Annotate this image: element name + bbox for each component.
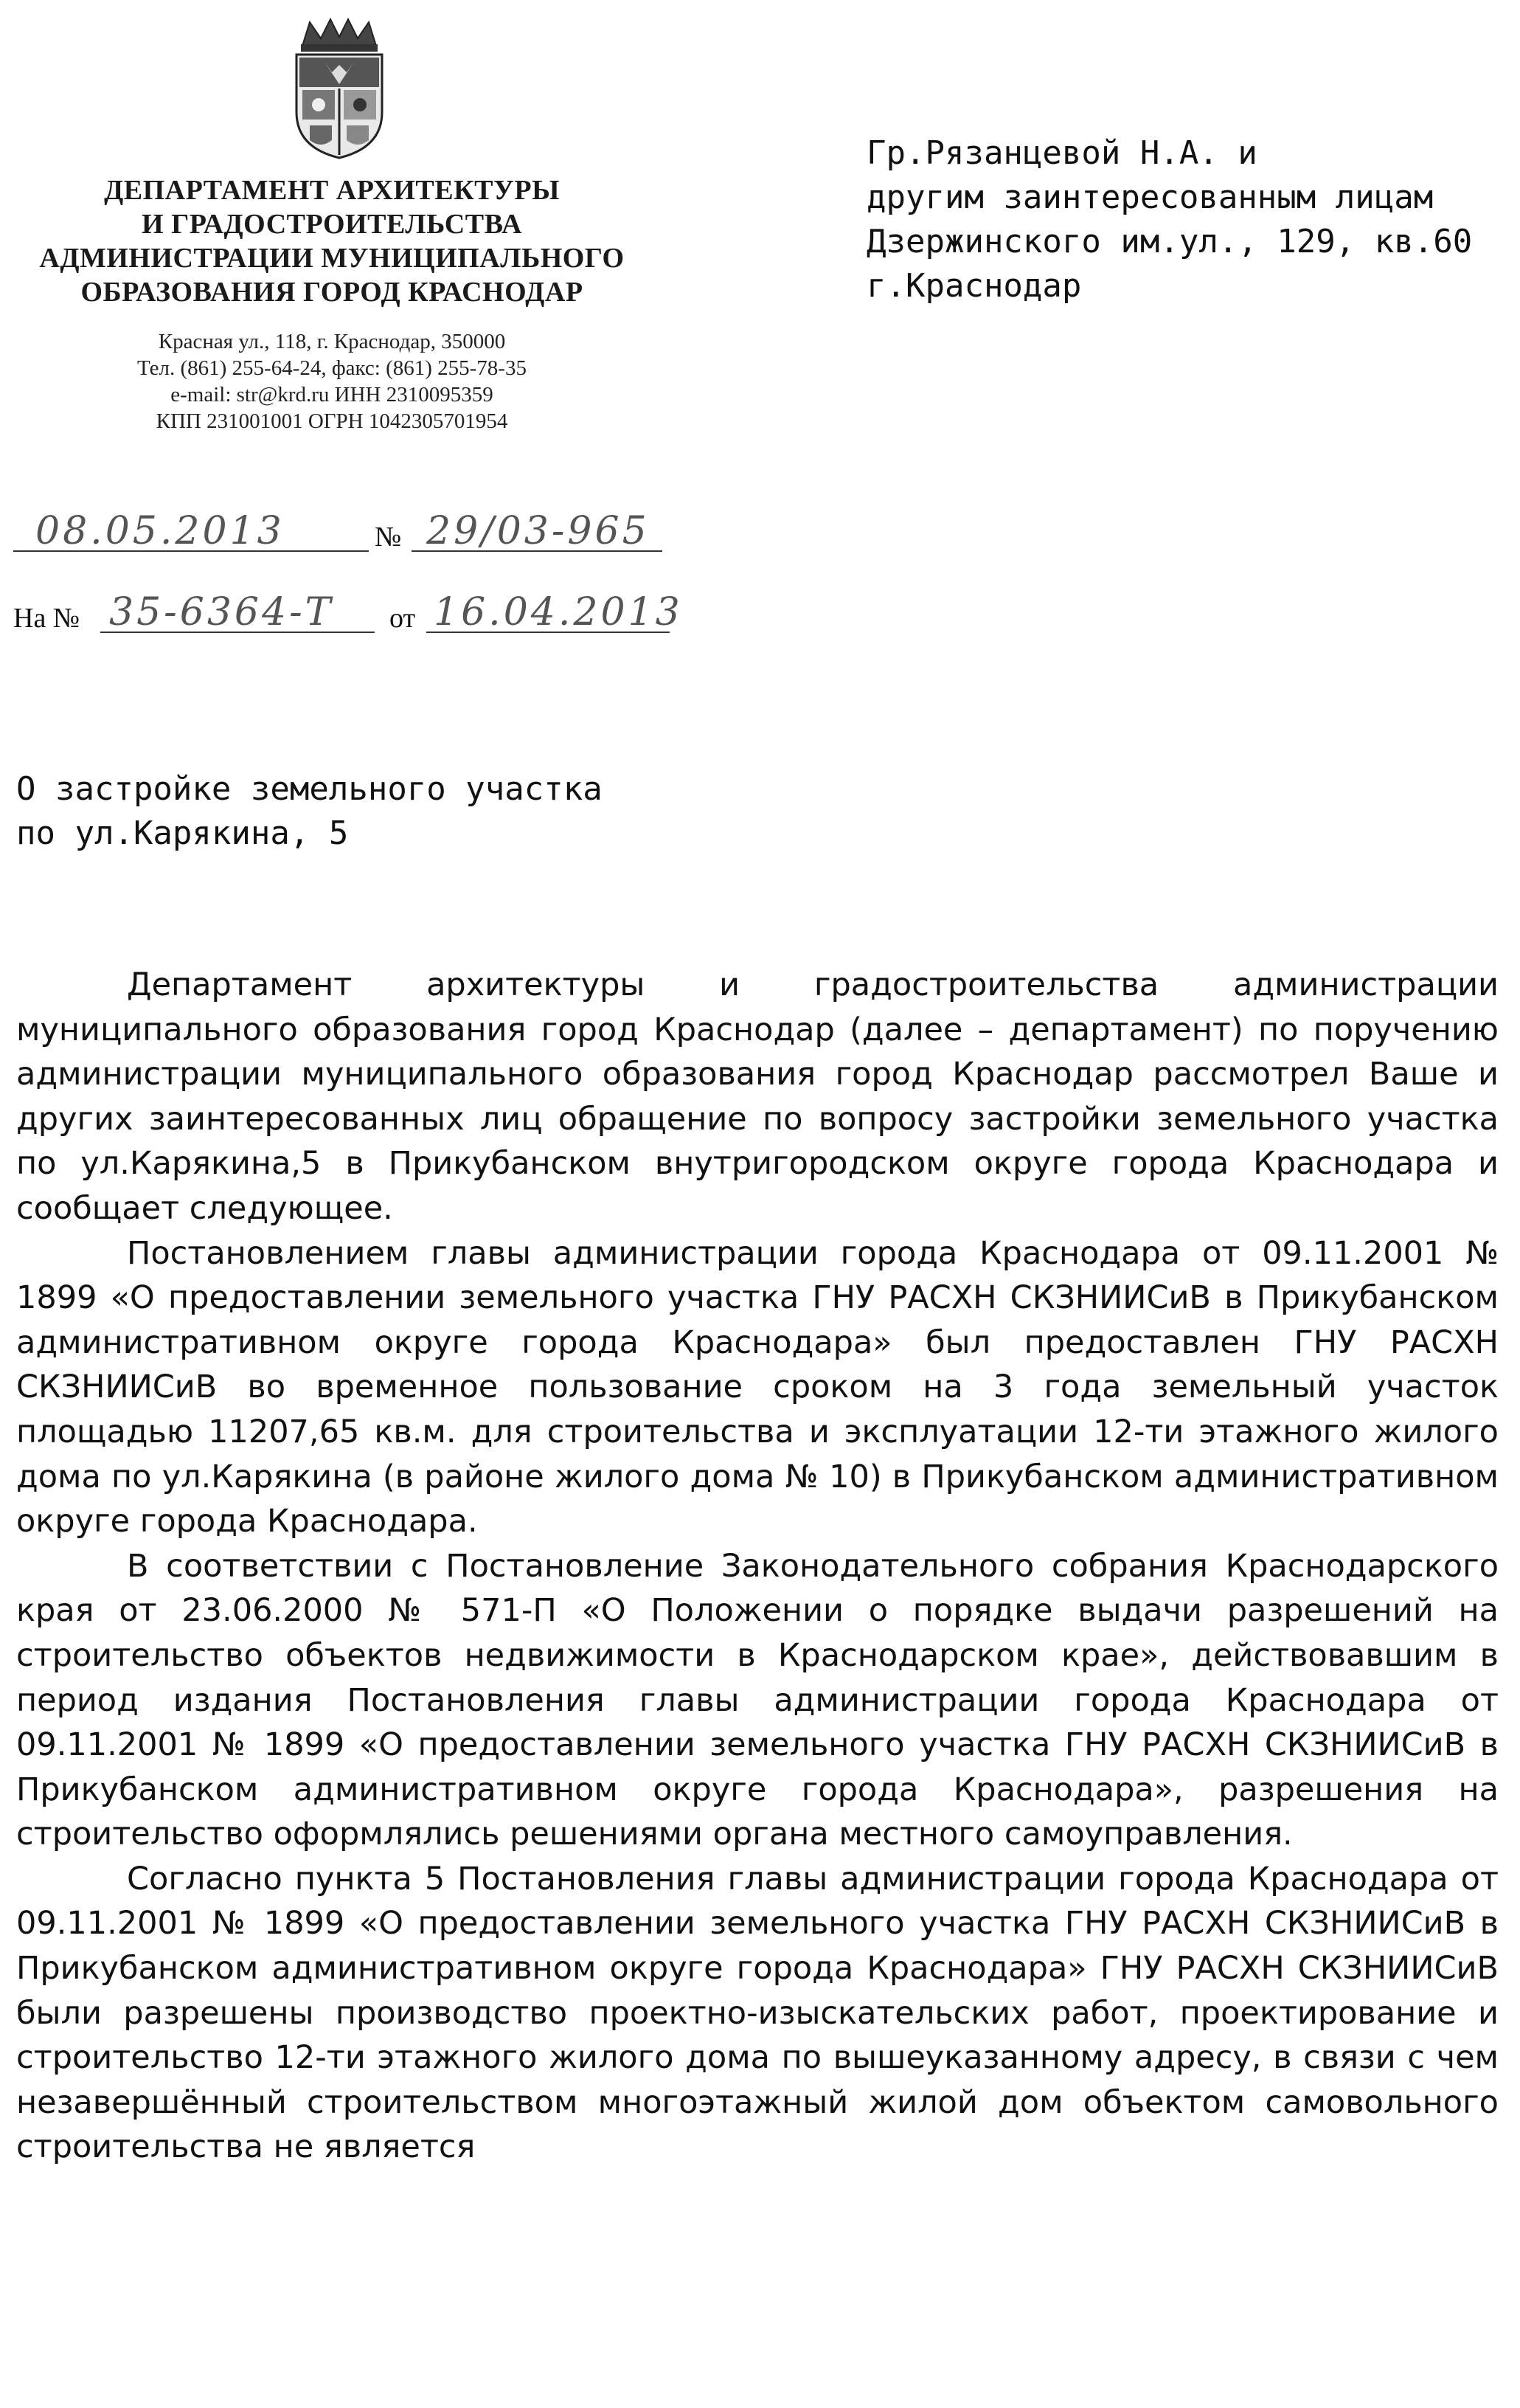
- outgoing-date: 08.05.2013: [35, 509, 285, 553]
- body-paragraph-3: В соответствии с Постановление Законодательного собрания Краснодарского края от 23.06.2000 № 571-П «О Положении о порядке выдачи разрешений на строительство объектов недвижимости в Краснодарском крае», действовавшим в период издания Постановления главы администрации города Краснодара от 09.11.2001 № 1899 «О предоставлении земельного участка ГНУ РАСХН СКЗНИИСиВ в Прикубанском административном округе города Краснодара», разрешения на строительство оформлялись решениями органа местного самоуправления.: [16, 1547, 1499, 1853]
- coat-of-arms-icon: [280, 16, 398, 160]
- addressee-line-3: Дзержинского им.ул., 129, кв.60: [867, 223, 1473, 260]
- addressee-line-4: г.Краснодар: [867, 267, 1082, 305]
- addressee-block: [867, 131, 1501, 308]
- ref-number-label: На №: [13, 603, 80, 634]
- number-label: №: [375, 522, 402, 553]
- ref-number: 35-6364-Т: [109, 590, 334, 634]
- contact-block: [15, 328, 649, 435]
- org-name-line-3: АДМИНИСТРАЦИИ МУНИЦИПАЛЬНОГО: [39, 243, 625, 274]
- org-name-line-4: ОБРАЗОВАНИЯ ГОРОД КРАСНОДАР: [80, 277, 583, 308]
- outgoing-row: [13, 509, 670, 553]
- body-paragraph-1: Департамент архитектуры и градостроительства администрации муниципального образования город Краснодар (далее – департамент) по поручению администрации муниципального образования город Краснодар рассмотрел Ваше и других заинтересованных лиц обращение по вопросу застройки земельного участка по ул.Карякина,5 в Прикубанском внутригородском округе города Краснодара и сообщает следующее.: [16, 966, 1499, 1227]
- department-header: [15, 173, 649, 435]
- ref-date-label: от: [389, 603, 416, 634]
- org-name-line-2: И ГРАДОСТРОИТЕЛЬСТВА: [142, 209, 522, 240]
- body-paragraph-2: Постановлением главы администрации города Краснодара от 09.11.2001 № 1899 «О предоставлении земельного участка ГНУ РАСХН СКЗНИИСиВ в Прикубанском административном округе города Краснодара» был предоставлен ГНУ РАСХН СКЗНИИСиВ во временное пользование сроком на 3 года земельный участок площадью 11207,65 кв.м. для строительства и эксплуатации 12-ти этажного жилого дома по ул.Карякина (в районе жилого дома № 10) в Прикубанском административном округе города Краснодара.: [16, 1234, 1499, 1540]
- ref-date: 16.04.2013: [434, 590, 683, 634]
- letter-body: [16, 963, 1499, 2170]
- subject-block: [16, 767, 680, 856]
- subject-line-1: О застройке земельного участка: [16, 770, 603, 808]
- email-inn: e-mail: str@krd.ru ИНН 2310095359: [170, 383, 493, 406]
- phone-fax: Тел. (861) 255-64-24, факс: (861) 255-78-35: [137, 356, 527, 380]
- addressee-line-2: другим заинтересованным лицам: [867, 179, 1434, 216]
- kpp-ogrn: КПП 231001001 ОГРН 1042305701954: [156, 409, 508, 433]
- postal-address: Красная ул., 118, г. Краснодар, 350000: [158, 330, 506, 353]
- reference-row: [13, 590, 683, 634]
- outgoing-number: 29/03-965: [426, 509, 650, 553]
- org-name-line-1: ДЕПАРТАМЕНТ АРХИТЕКТУРЫ: [104, 175, 560, 206]
- addressee-line-1: Гр.Рязанцевой Н.А. и: [867, 134, 1257, 172]
- body-paragraph-4: Согласно пункта 5 Постановления главы администрации города Краснодара от 09.11.2001 № 1899 «О предоставлении земельного участка ГНУ РАСХН СКЗНИИСиВ в Прикубанском административном округе города Краснодара» ГНУ РАСХН СКЗНИИСиВ были разрешены производство проектно-изыскательских работ, проектирование и строительство 12-ти этажного жилого дома по вышеуказанному адресу, в связи с чем незавершённый строительством многоэтажный жилой дом объектом самовольного строительства не является: [16, 1860, 1499, 2166]
- subject-line-2: по ул.Карякина, 5: [16, 814, 349, 852]
